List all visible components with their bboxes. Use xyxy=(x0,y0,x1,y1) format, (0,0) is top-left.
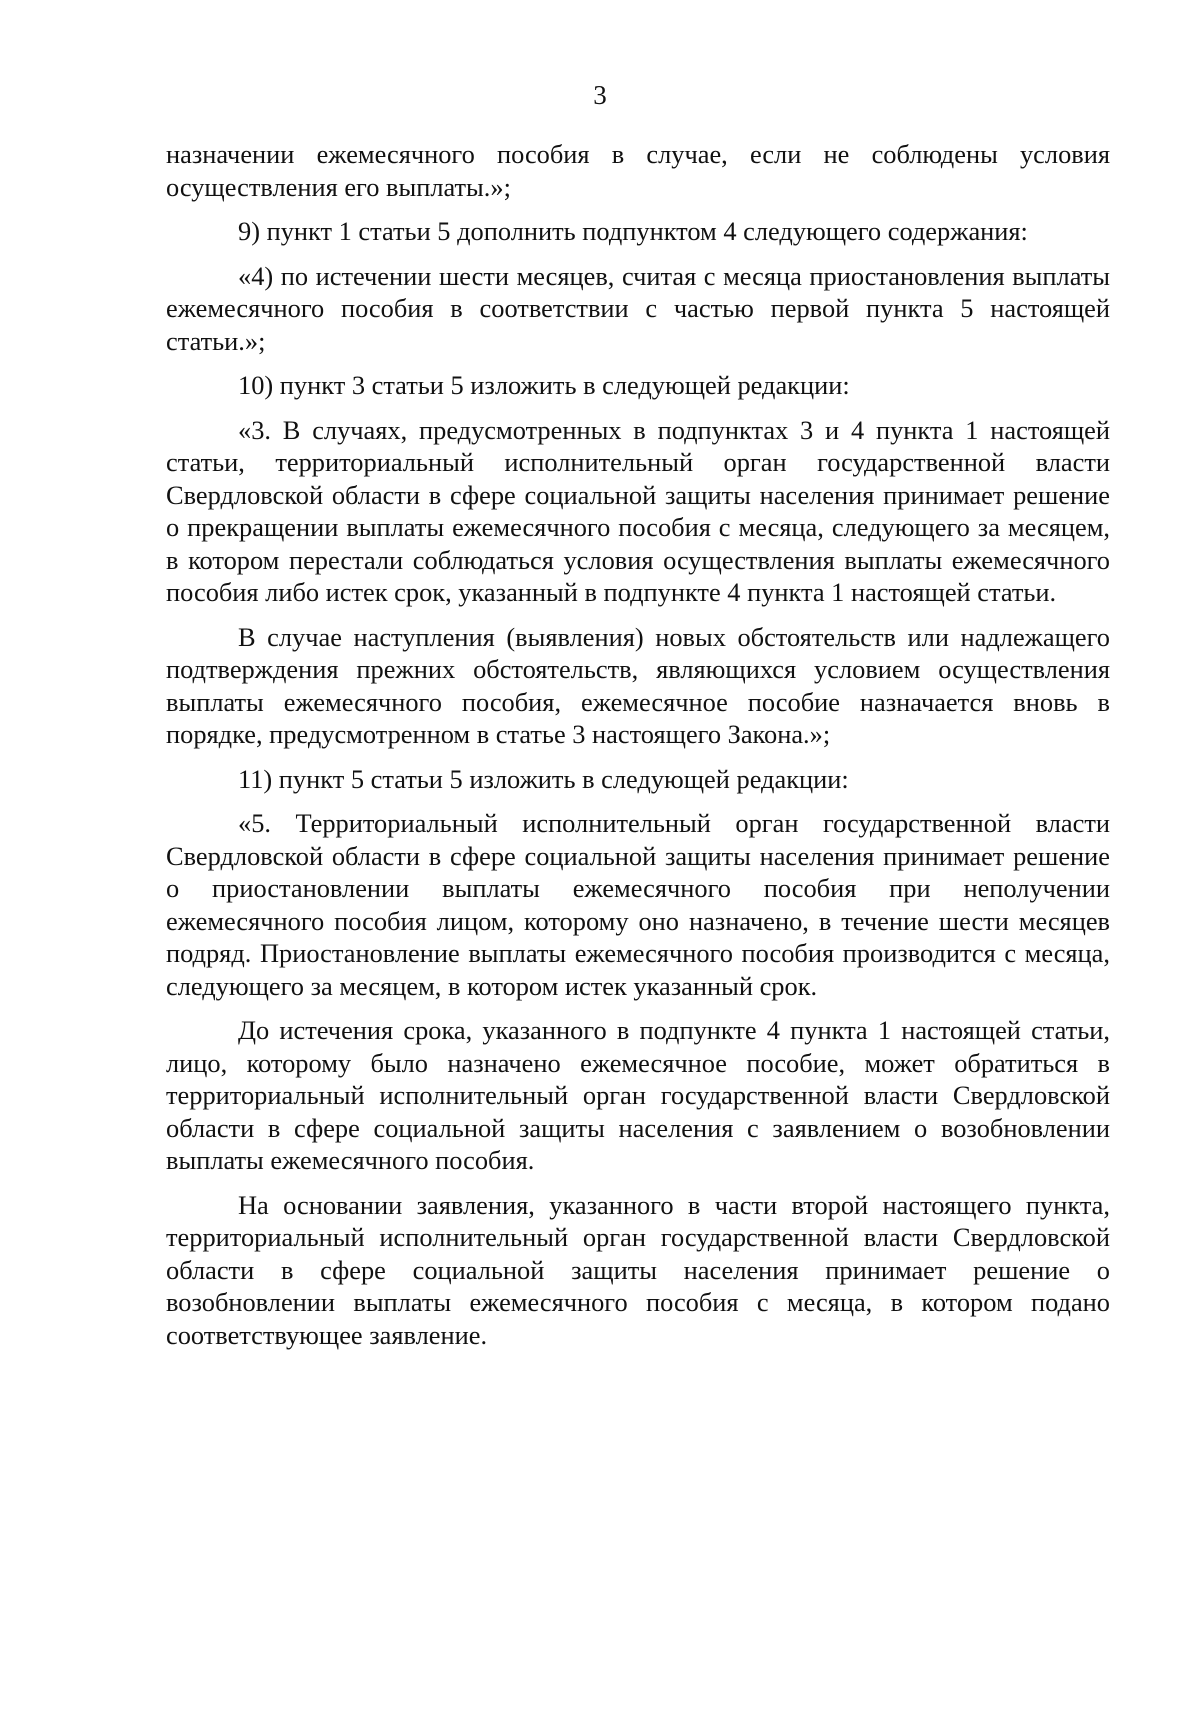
paragraph-8: «5. Территориальный исполнительный орган государственной власти Свердловской области в сфере социальной защиты населения принимает решение о приостановлении выплаты ежемесячного пособия при неполучении ежемесячного пособия лицом, которому оно назначено, в течение шести месяцев подряд. Приостановление выплаты ежемесячного пособия производится с месяца, следующего за месяцем, в котором истек указанный срок. xyxy=(166,808,1110,1001)
document-body xyxy=(166,138,1110,1363)
paragraph-1: назначении ежемесячного пособия в случае, если не соблюдены условия осуществления его выплаты.»; xyxy=(166,139,1110,202)
paragraph-7: 11) пункт 5 статьи 5 изложить в следующей редакции: xyxy=(238,763,849,794)
paragraph-3: «4) по истечении шести месяцев, считая с месяца приостановления выплаты ежемесячного пособия в соответствии с частью первой пункта 5 настоящей статьи.»; xyxy=(166,260,1110,356)
paragraph-2: 9) пункт 1 статьи 5 дополнить подпунктом 4 следующего содержания: xyxy=(238,216,1028,246)
paragraph-4: 10) пункт 3 статьи 5 изложить в следующей редакции: xyxy=(238,370,850,400)
paragraph-6: В случае наступления (выявления) новых обстоятельств или надлежащего подтверждения прежних обстоятельств, являющихся условием осуществления выплаты ежемесячного пособия, ежемесячное пособие назначается вновь в порядке, предусмотренном в статье 3 настоящего Закона.»; xyxy=(166,621,1110,749)
page-number: 3 xyxy=(593,80,607,110)
paragraph-5: «3. В случаях, предусмотренных в подпунктах 3 и 4 пункта 1 настоящей статьи, территориальный исполнительный орган государственной власти Свердловской области в сфере социальной защиты населения принимает решение о прекращении выплаты ежемесячного пособия с месяца, следующего за месяцем, в котором перестали соблюдаться условия осуществления выплаты ежемесячного пособия либо истек срок, указанный в подпункте 4 пункта 1 настоящей статьи. xyxy=(166,414,1110,607)
paragraph-9: До истечения срока, указанного в подпункте 4 пункта 1 настоящей статьи, лицо, которому было назначено ежемесячное пособие, может обратиться в территориальный исполнительный орган государственной власти Свердловской области в сфере социальной защиты населения с заявлением о возобновлении выплаты ежемесячного пособия. xyxy=(166,1015,1110,1175)
paragraph-10: На основании заявления, указанного в части второй настоящего пункта, территориальный исполнительный орган государственной власти Свердловской области в сфере социальной защиты населения принимает решение о возобновлении выплаты ежемесячного пособия с месяца, в котором подано соответствующее заявление. xyxy=(166,1189,1110,1350)
